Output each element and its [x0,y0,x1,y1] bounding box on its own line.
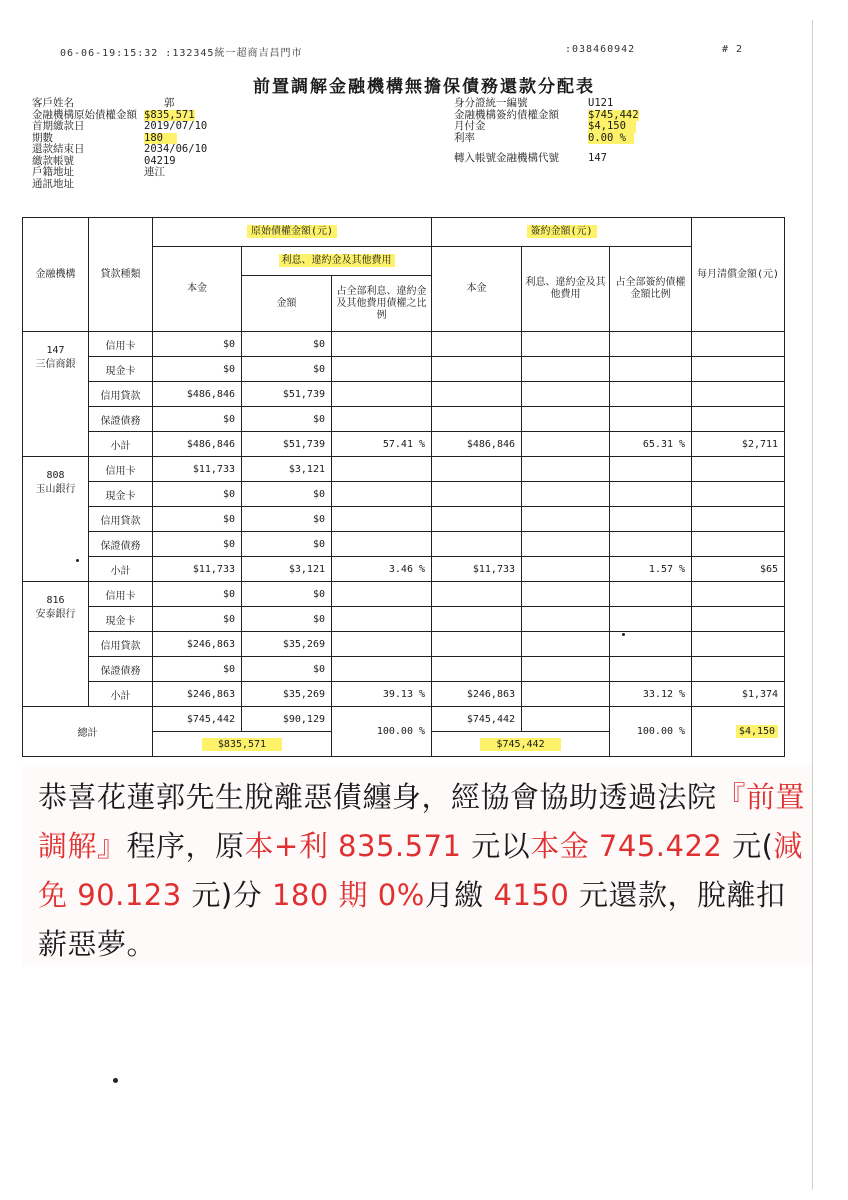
info-value: 147 [588,152,607,164]
info-value: 2034/06/10 [144,143,208,155]
debtor-info-left [32,98,207,190]
info-row-transfer-code [454,153,639,165]
contract-principal-cell: $486,846 [432,432,522,457]
repayment-allocation-table [22,217,785,757]
contract-principal-cell: $246,863 [432,682,522,707]
header-contract-principal: 本金 [432,247,522,332]
info-label: 金融機構原始債權金額 [32,108,137,121]
total-monthly-cell [692,707,785,757]
caption-text: 元( [722,829,774,863]
info-label: 轉入帳號金融機構代號 [454,152,559,164]
caption-highlight: 減免 90.123 [38,829,803,912]
scan-edge-line [812,20,813,1190]
table-row [23,407,785,432]
total-interest: $90,129 [242,707,332,732]
loan-type: 信用貸款 [89,632,153,657]
principal-cell: $0 [153,607,242,632]
total-original-sum-cell [153,732,332,757]
caption-text: 元)分 [181,878,272,912]
principal-cell: $0 [153,407,242,432]
info-row-id [454,98,639,110]
bank-code: 816 [46,595,65,606]
table-row [23,332,785,357]
bank-cell-808 [23,457,89,582]
congratulation-caption [22,765,812,965]
principal-cell: $486,846 [153,432,242,457]
table-row [23,632,785,657]
header-institution: 金融機構 [23,218,89,332]
header-loan-type: 貸款種類 [89,218,153,332]
total-contract-ratio: 100.00 % [610,707,692,757]
caption-highlight: 0% [377,878,425,912]
info-row-household-address [32,167,207,179]
orig-ratio-cell: 39.13 % [332,682,432,707]
interest-cell: $0 [242,332,332,357]
info-value-highlighted: 180 [144,133,177,145]
interest-cell: $0 [242,507,332,532]
principal-cell: $0 [153,582,242,607]
caption-highlight: 本金 745.422 [530,829,723,863]
subtotal-row [23,682,785,707]
total-principal: $745,442 [153,707,242,732]
total-contract-sum-cell [432,732,610,757]
interest-cell: $0 [242,532,332,557]
info-value: 04219 [144,154,176,167]
info-label: 利率 [454,131,475,144]
caption-highlight: 『前置調解』 [38,780,806,863]
info-value: 郭 [164,97,175,109]
principal-cell: $0 [153,482,242,507]
loan-type: 現金卡 [89,357,153,382]
loan-type: 保證債務 [89,407,153,432]
info-label: 首期繳款日 [32,120,85,132]
info-value: 2019/07/10 [144,120,208,132]
caption-text: 元還款，脫離扣薪惡夢。 [38,878,786,961]
header-principal: 本金 [153,247,242,332]
principal-cell: $0 [153,507,242,532]
caption-highlight: 本+利 835.571 [244,829,462,863]
info-label: 月付金 [454,120,486,132]
total-original-sum: $835,571 [202,738,282,751]
total-orig-ratio: 100.00 % [332,707,432,757]
principal-cell: $11,733 [153,457,242,482]
info-label: 繳款帳號 [32,154,74,167]
table-row [23,607,785,632]
interest-cell: $51,739 [242,382,332,407]
table-row [23,482,785,507]
interest-cell: $0 [242,657,332,682]
bank-name: 安泰銀行 [35,609,76,620]
header-contract-group [432,218,692,247]
info-label: 戶籍地址 [32,166,74,178]
principal-cell: $0 [153,532,242,557]
bank-name: 三信商銀 [35,359,76,370]
table-row [23,532,785,557]
loan-type: 信用卡 [89,457,153,482]
header-contract-interest: 利息、違約金及其他費用 [522,247,610,332]
interest-cell: $0 [242,357,332,382]
info-label: 期數 [32,131,53,144]
header-original-group-label: 原始債權金額(元) [247,225,337,238]
contract-ratio-cell: 1.57 % [610,557,692,582]
header-orig-ratio: 占全部利息、違約金及其他費用債權之比例 [332,276,432,332]
loan-type: 現金卡 [89,607,153,632]
interest-cell: $3,121 [242,457,332,482]
debtor-info-right [454,98,639,165]
info-value: U121 [588,97,614,109]
info-row-first-payment [32,121,207,133]
total-contract-principal: $745,442 [432,707,522,732]
principal-cell: $0 [153,332,242,357]
header-interest-group [242,247,432,276]
total-monthly: $4,150 [736,725,778,738]
info-label: 金融機構簽約債權金額 [454,108,559,121]
total-contract-sum: $745,442 [480,738,560,751]
info-value-highlighted: $4,150 [588,121,636,133]
interest-cell: $0 [242,482,332,507]
loan-type: 保證債務 [89,532,153,557]
total-label: 總計 [23,707,153,757]
subtotal-row [23,432,785,457]
header-contract-ratio: 占全部簽約債權金額比例 [610,247,692,332]
info-value-highlighted: $745,442 [588,108,639,121]
principal-cell: $11,733 [153,557,242,582]
monthly-cell: $2,711 [692,432,785,457]
caption-highlight: 4150 [493,878,570,912]
interest-cell: $35,269 [242,632,332,657]
info-label: 還款結束日 [32,143,85,155]
info-value-highlighted: $835,571 [144,108,195,121]
scan-speck [113,1078,118,1083]
contract-principal-cell: $11,733 [432,557,522,582]
bank-code: 147 [46,345,65,356]
fax-header-number: :038460942 [565,44,636,55]
info-row-interest-rate [454,133,639,145]
caption-text: 恭喜花蓮郭先生脫離惡債纏身，經協會協助透過法院 [38,780,717,814]
caption-text: 程序，原 [126,829,245,863]
interest-cell: $35,269 [242,682,332,707]
loan-type: 信用卡 [89,332,153,357]
subtotal-row [23,557,785,582]
principal-cell: $0 [153,657,242,682]
document-title: 前置調解金融機構無擔保債務還款分配表 [253,77,595,97]
monthly-cell: $65 [692,557,785,582]
info-label: 通訊地址 [32,177,74,190]
table-row [23,657,785,682]
info-label: 客戶姓名 [32,97,74,109]
bank-cell-147 [23,332,89,457]
header-row-1 [23,218,785,247]
interest-cell: $0 [242,607,332,632]
monthly-cell: $1,374 [692,682,785,707]
loan-type: 信用貸款 [89,507,153,532]
table-row [23,357,785,382]
info-label: 身分證統一編號 [454,97,528,109]
loan-type: 保證債務 [89,657,153,682]
scan-speck [76,559,79,562]
interest-cell: $51,739 [242,432,332,457]
interest-cell: $0 [242,582,332,607]
bank-code: 808 [46,470,65,481]
principal-cell: $486,846 [153,382,242,407]
info-row-name [32,98,207,110]
orig-ratio-cell: 57.41 % [332,432,432,457]
subtotal-label: 小計 [89,557,153,582]
table-row [23,382,785,407]
loan-type: 信用貸款 [89,382,153,407]
loan-type: 信用卡 [89,582,153,607]
header-original-group [153,218,432,247]
table-row [23,457,785,482]
info-row-mailing-address [32,179,207,191]
header-interest-group-label: 利息、違約金及其他費用 [279,254,395,267]
interest-cell: $0 [242,407,332,432]
fax-header-left: 06-06-19:15:32 :132345統一超商吉昌門市 [60,48,303,59]
caption-text: 元以 [461,829,531,863]
info-value: 連江 [144,166,165,178]
orig-ratio-cell: 3.46 % [332,557,432,582]
contract-ratio-cell: 33.12 % [610,682,692,707]
info-row-monthly-payment [454,121,639,133]
header-contract-group-label: 簽約金額(元) [527,225,597,238]
info-value-highlighted: 0.00 % [588,133,634,145]
caption-highlight: 180 期 [271,878,369,912]
header-monthly: 每月清償金額(元) [692,218,785,332]
principal-cell: $246,863 [153,682,242,707]
loan-type: 現金卡 [89,482,153,507]
bank-cell-816 [23,582,89,707]
subtotal-label: 小計 [89,682,153,707]
fax-page-number: # 2 [722,44,744,55]
subtotal-label: 小計 [89,432,153,457]
scan-speck [622,633,625,636]
bank-name: 玉山銀行 [35,484,76,495]
info-row-end-date [32,144,207,156]
principal-cell: $0 [153,357,242,382]
table-row [23,507,785,532]
interest-cell: $3,121 [242,557,332,582]
total-row-1 [23,707,785,732]
caption-text: 月繳 [424,878,494,912]
contract-ratio-cell: 65.31 % [610,432,692,457]
header-amount: 金額 [242,276,332,332]
principal-cell: $246,863 [153,632,242,657]
table-row [23,582,785,607]
